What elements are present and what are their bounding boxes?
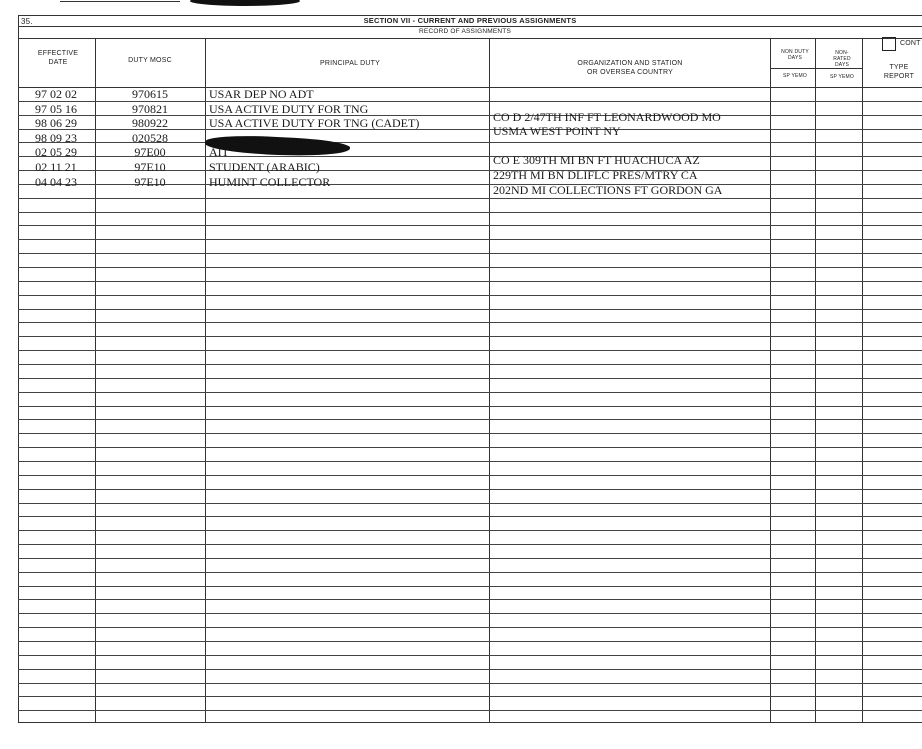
effective-date-cell: 02 11 21: [35, 160, 77, 174]
row-rule: [18, 503, 922, 504]
top-fragment-line: [60, 1, 180, 2]
row-rule: [18, 378, 922, 379]
continued-label: CONT: [900, 40, 921, 47]
col-header-org-line1: ORGANIZATION AND STATION: [577, 60, 683, 67]
row-rule: [18, 641, 922, 642]
duty-mosc-cell: 970821: [132, 101, 168, 116]
form-bottom-border: [18, 722, 922, 723]
col-header-org-line2: OR OVERSEA COUNTRY: [587, 69, 673, 76]
col-header-non-duty-days: NON DUTY DAYS: [781, 49, 809, 61]
record-title: RECORD OF ASSIGNMENTS: [419, 28, 511, 35]
section-title: SECTION VII - CURRENT AND PREVIOUS ASSIGNMENTS: [363, 16, 577, 25]
row-rule: [18, 710, 922, 711]
col-header-non-rated-line2: RATED: [833, 56, 851, 62]
row-rule: [18, 419, 922, 420]
row-rule: [18, 558, 922, 559]
principal-duty-cell: USA ACTIVE DUTY FOR TNG: [209, 101, 369, 116]
principal-duty-cell: USA ACTIVE DUTY FOR TNG (CADET): [209, 116, 420, 131]
col-header-non-duty-sub: SP YEMO: [782, 73, 807, 79]
col-header-non-rated-line1: NON-: [835, 50, 849, 56]
form-left-border: [18, 15, 19, 723]
col-header-non-rated: [822, 50, 862, 68]
col-header-principal-duty: PRINCIPAL DUTY: [320, 60, 380, 67]
row-rule: [18, 433, 922, 434]
col-header-duty-mosc: DUTY MOSC: [128, 57, 172, 64]
organization-cell: CO D 2/47TH INF FT LEONARDWOOD MO: [493, 109, 721, 124]
row-rule: [18, 627, 922, 628]
effective-date-cell: 98 06 29: [35, 116, 77, 131]
row-rule: [18, 447, 922, 448]
row-rule: [18, 530, 922, 531]
record-title-rule: [18, 38, 922, 39]
col-header-non-rated-line3: DAYS: [834, 62, 850, 68]
duty-mosc-cell: 020528: [132, 130, 168, 145]
organization-cell: 202ND MI COLLECTIONS FT GORDON GA: [493, 182, 723, 197]
duty-mosc-cell: 97E00: [134, 145, 166, 160]
row-rule: [18, 461, 922, 462]
row-rule: [18, 655, 922, 656]
effective-date-cell: 98 09 23: [35, 130, 77, 145]
organization-cell: CO E 309TH MI BN FT HUACHUCA AZ: [493, 153, 700, 168]
duty-mosc-cell: 97E10: [134, 174, 166, 189]
row-rule: [18, 516, 922, 517]
row-rule: [18, 683, 922, 684]
row-rule: [18, 309, 922, 310]
row-rule: [18, 475, 922, 476]
column-divider: [95, 38, 96, 722]
duty-mosc-cell: 97E10: [134, 160, 166, 174]
continued-checkbox[interactable]: [882, 37, 896, 51]
row-rule: [18, 212, 922, 213]
principal-duty-cell: STUDENT (ARABIC): [209, 160, 320, 174]
non-duty-subheader-rule: [770, 68, 862, 69]
row-rule: [18, 253, 922, 254]
principal-duty-cell: USAR DEP NO ADT: [209, 87, 314, 101]
row-rule: [18, 489, 922, 490]
row-rule: [18, 322, 922, 323]
row-rule: [18, 669, 922, 670]
row-rule: [18, 350, 922, 351]
row-rule: [18, 406, 922, 407]
row-rule: [18, 198, 922, 199]
effective-date-cell: 04 04 23: [35, 174, 77, 189]
duty-mosc-cell: 970615: [132, 87, 168, 101]
column-divider: [770, 38, 771, 722]
item-number: 35.: [21, 17, 33, 26]
principal-duty-cell: AIT: [209, 145, 229, 160]
row-rule: [18, 599, 922, 600]
col-header-type-report: TYPE REPORT: [883, 64, 915, 80]
organization-cell: 229TH MI BN DLIFLC PRES/MTRY CA: [493, 168, 698, 182]
effective-date-cell: 97 02 02: [35, 87, 77, 101]
principal-duty-cell: HUMINT COLLECTOR: [209, 174, 331, 189]
col-header-organization: [540, 59, 720, 77]
row-rule: [18, 239, 922, 240]
row-rule: [18, 696, 922, 697]
effective-date-cell: 97 05 16: [35, 101, 77, 116]
col-header-non-rated-sub: SP YEMO: [829, 74, 854, 80]
duty-mosc-cell: 980922: [132, 116, 168, 131]
row-rule: [18, 544, 922, 545]
col-header-effective-date: EFFECTIVE DATE: [37, 50, 79, 66]
effective-date-cell: 02 05 29: [35, 145, 77, 160]
row-rule: [18, 295, 922, 296]
row-rule: [18, 613, 922, 614]
row-rule: [18, 267, 922, 268]
row-rule: [18, 364, 922, 365]
redaction-mark-top: [190, 0, 300, 6]
row-rule: [18, 572, 922, 573]
organization-cell: USMA WEST POINT NY: [493, 124, 621, 139]
row-rule: [18, 336, 922, 337]
row-rule: [18, 225, 922, 226]
column-divider: [862, 38, 863, 722]
section-title-rule: [18, 26, 922, 27]
row-rule: [18, 392, 922, 393]
column-divider: [489, 38, 490, 722]
row-rule: [18, 281, 922, 282]
column-divider: [815, 38, 816, 722]
row-rule: [18, 586, 922, 587]
